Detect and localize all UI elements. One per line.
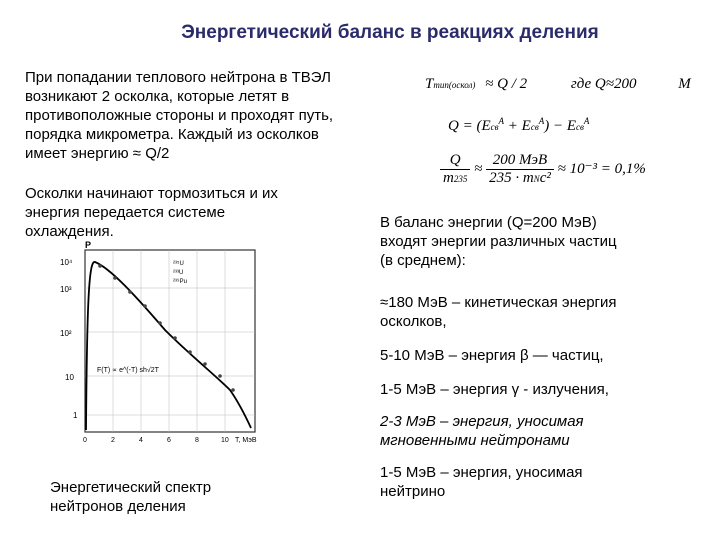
- ytick-3: 10: [65, 373, 74, 382]
- neutron-spectrum-chart: [55, 240, 265, 445]
- xtick-1: 2: [111, 437, 115, 444]
- xtick-5: 10: [221, 437, 229, 444]
- formula-fragment-energy: Tтип(оскол) ≈ Q / 2 где Q≈200 M: [425, 76, 691, 92]
- ytick-4: 1: [73, 411, 78, 420]
- xtick-4: 8: [195, 437, 199, 444]
- ytick-2: 10²: [60, 329, 72, 338]
- balance-beta: 5-10 МэВ – энергия β — частиц,: [380, 347, 604, 364]
- legend-pu239: ²³⁹Pu: [173, 279, 187, 285]
- balance-fragments: ≈180 МэВ – кинетическая энергия осколков,: [380, 294, 617, 330]
- cooling-paragraph: Осколки начинают тормозиться и их энергия передается системе охлаждения.: [25, 185, 278, 240]
- formula-ratio: $\frac{Q}{m235}$ ≈ $\frac{\text{200 МэВ}}{\text{235 · mNc²}}$ ≈ 10⁻³ = 0,1%: [440, 152, 646, 187]
- chart-xlabel: T, МэВ: [235, 437, 257, 444]
- fragments-paragraph: При попадании теплового нейтрона в ТВЭЛ возникают 2 осколка, которые летят в противоположные стороны и проходят путь, порядка микрометра. Каждый из осколков имеет энергию ≈ Q/2: [25, 69, 334, 162]
- page-title: Энергетический баланс в реакциях деления: [181, 22, 599, 43]
- balance-gamma: 1-5 МэВ – энергия γ - излучения,: [380, 381, 609, 398]
- chart-caption: Энергетический спектр нейтронов деления: [50, 479, 212, 515]
- balance-prompt-neutrons: 2-3 МэВ – энергия, уносимая мгновенными нейтронами: [380, 413, 584, 449]
- chart-ylabel: P: [85, 240, 92, 250]
- legend-u235: ²³⁵U: [173, 261, 184, 267]
- xtick-2: 4: [139, 437, 143, 444]
- xtick-3: 6: [167, 437, 171, 444]
- xtick-0: 0: [83, 437, 87, 444]
- balance-neutrino: 1-5 МэВ – энергия, уносимая нейтрино: [380, 464, 583, 500]
- chart-annotation: F(T) ∝ e^(-T) sh√2T: [97, 367, 159, 374]
- ytick-0: 10⁴: [60, 258, 73, 267]
- formula-binding-energy: Q = (Eсв$^A$ + Eсв$^A$) − Eсв$^A$: [448, 116, 590, 134]
- ytick-1: 10³: [60, 285, 72, 294]
- balance-intro: В баланс энергии (Q=200 МэВ) входят энергии различных частиц (в среднем):: [380, 214, 617, 269]
- legend-u233: ²³³U: [173, 270, 184, 276]
